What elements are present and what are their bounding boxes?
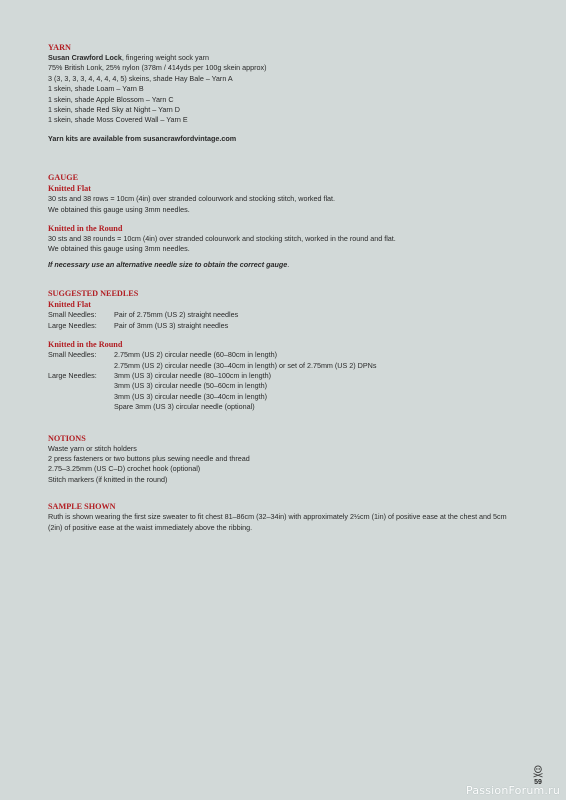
- gauge-round-title: Knitted in the Round: [48, 224, 123, 234]
- yarn-section: [48, 42, 528, 144]
- gauge-round-line: 30 sts and 38 rounds = 10cm (4in) over stranded colourwork and stocking stitch, worked in the round and flat.: [48, 234, 396, 244]
- needle-row: [48, 310, 528, 320]
- needle-value: 2.75mm (US 2) circular needle (30–40cm in length) or set of 2.75mm (US 2) DPNs: [114, 360, 377, 370]
- yarn-brand: Susan Crawford Lock: [48, 53, 122, 62]
- needle-row: [48, 392, 528, 402]
- needle-row: [48, 321, 528, 331]
- page-number: 59: [534, 779, 542, 786]
- gauge-flat-line: We obtained this gauge using 3mm needles.: [48, 204, 190, 214]
- yarn-kits-note: Yarn kits are available from susancrawfordvintage.com: [48, 133, 237, 143]
- needle-label: Large Needles:: [48, 370, 97, 380]
- needle-row: [48, 371, 528, 381]
- notions-section: [48, 433, 528, 486]
- needle-row: [48, 361, 528, 371]
- needle-value: Spare 3mm (US 3) circular needle (optional): [114, 402, 255, 412]
- needle-value: 3mm (US 3) circular needle (30–40cm in length): [114, 391, 267, 401]
- page-footer: [526, 764, 550, 786]
- needle-value: 3mm (US 3) circular needle (80–100cm in length): [114, 370, 271, 380]
- needle-label: Small Needles:: [48, 350, 97, 360]
- gauge-round-line: We obtained this gauge using 3mm needles.: [48, 244, 190, 254]
- needles-title: SUGGESTED NEEDLES: [48, 289, 139, 299]
- yarn-line: 3 (3, 3, 3, 3, 4, 4, 4, 4, 5) skeins, shade Hay Bale – Yarn A: [48, 73, 233, 83]
- needle-value: 2.75mm (US 2) circular needle (60–80cm in length): [114, 350, 277, 360]
- yarn-title: YARN: [48, 43, 71, 52]
- yarn-line: 1 skein, shade Red Sky at Night – Yarn D: [48, 105, 180, 115]
- notions-line: 2 press fasteners or two buttons plus sewing needle and thread: [48, 453, 250, 463]
- yarn-line: 75% British Lonk, 25% nylon (378m / 414yds per 100g skein approx): [48, 63, 267, 73]
- sample-title: SAMPLE SHOWN: [48, 502, 116, 512]
- needle-value: Pair of 3mm (US 3) straight needles: [114, 320, 229, 330]
- notions-line: 2.75–3.25mm (US C–D) crochet hook (optional): [48, 464, 201, 474]
- gauge-title: GAUGE: [48, 173, 79, 183]
- needle-value: 3mm (US 3) circular needle (50–60cm in length): [114, 381, 267, 391]
- needle-value: Pair of 2.75mm (US 2) straight needles: [114, 310, 239, 320]
- needles-flat-title: Knitted Flat: [48, 300, 91, 310]
- page-content: [48, 42, 528, 549]
- notions-title: NOTIONS: [48, 433, 86, 443]
- notions-line: Stitch markers (if knitted in the round): [48, 474, 168, 484]
- gauge-note-text: If necessary use an alternative needle size to obtain the correct gauge: [48, 259, 288, 269]
- yarn-brand-desc: , fingering weight sock yarn: [121, 53, 209, 62]
- skull-crossbones-icon: [531, 764, 545, 778]
- needle-row: [48, 381, 528, 391]
- needles-section: [48, 288, 528, 412]
- needle-row: [48, 402, 528, 412]
- yarn-line: 1 skein, shade Loam – Yarn B: [48, 84, 144, 94]
- yarn-brand-line: [48, 53, 528, 63]
- watermark: PassionForum.ru: [466, 784, 560, 797]
- notions-line: Waste yarn or stitch holders: [48, 443, 137, 453]
- gauge-flat-title: Knitted Flat: [48, 184, 91, 194]
- needle-label: Large Needles:: [48, 320, 97, 330]
- yarn-line: 1 skein, shade Moss Covered Wall – Yarn E: [48, 115, 188, 125]
- sample-text: Ruth is shown wearing the first size sweater to fit chest 81–86cm (32–34in) with approximately 2½cm (1in) of positive ease at the chest and 5cm (2in) of positive ease at the waist immediately above the ribbing.: [48, 512, 507, 532]
- sample-section: [48, 501, 528, 533]
- gauge-section: [48, 172, 528, 270]
- needle-label: Small Needles:: [48, 310, 97, 320]
- needles-round-title: Knitted in the Round: [48, 340, 123, 350]
- needle-row: [48, 350, 528, 360]
- yarn-line: 1 skein, shade Apple Blossom – Yarn C: [48, 94, 174, 104]
- gauge-note-end: .: [287, 259, 290, 269]
- gauge-flat-line: 30 sts and 38 rows = 10cm (4in) over stranded colourwork and stocking stitch, worked flat.: [48, 194, 336, 204]
- gauge-note: [48, 260, 528, 270]
